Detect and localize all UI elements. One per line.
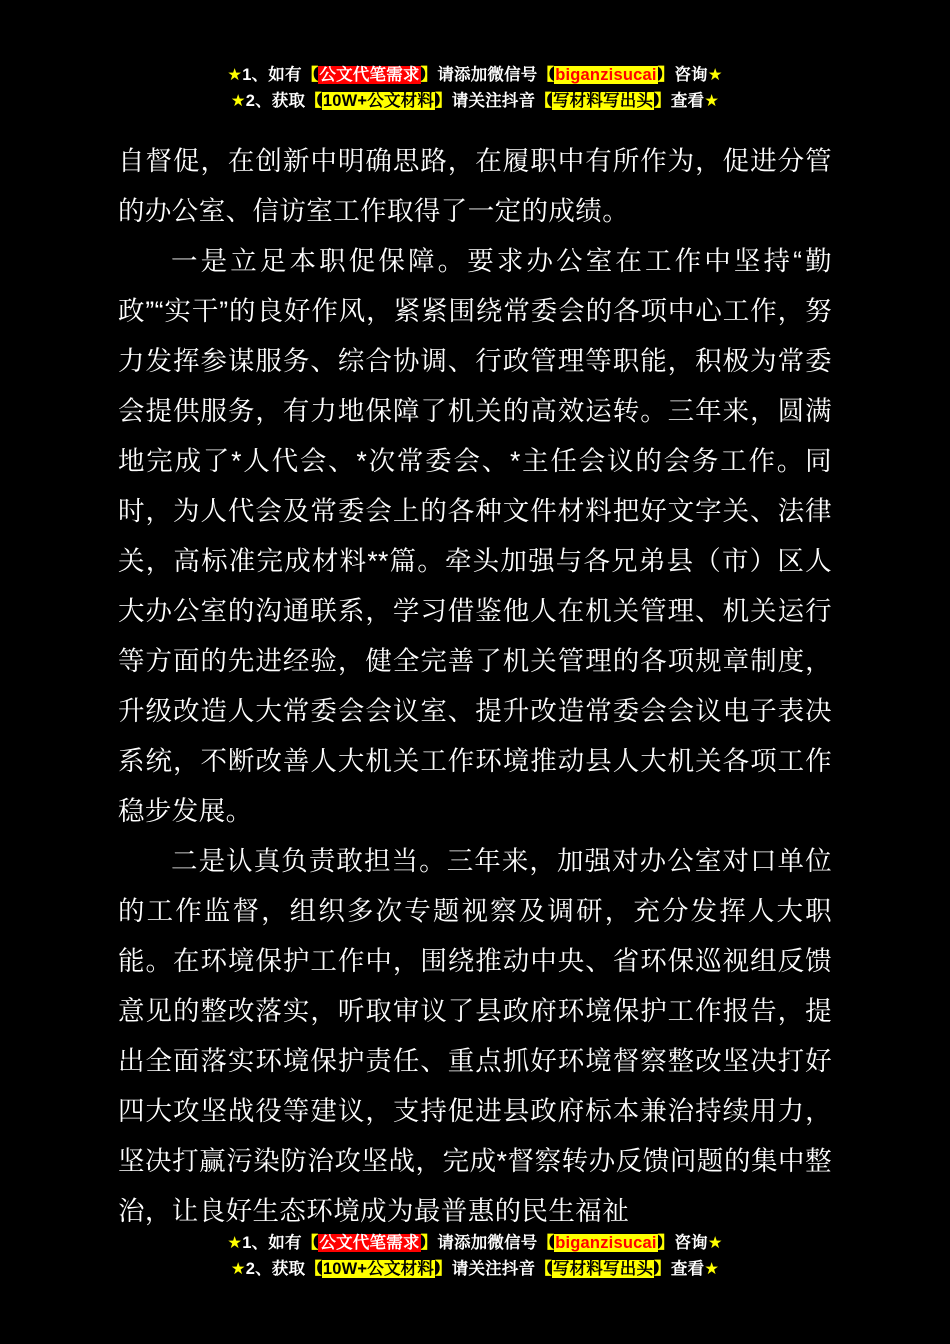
promo-tag-copywriting: 公文代笔需求 [319, 1234, 420, 1252]
paragraph-continuation: 自督促，在创新中明确思路，在履职中有所作为，促进分管的办公室、信访室工作取得了一定的成绩。 [118, 146, 832, 226]
promo-line-1: ★1、如有【公文代笔需求】请添加微信号【biganzisucai】咨询★ [227, 1234, 723, 1252]
paragraph-point-one: 一是立足本职促保障。要求办公室在工作中坚持“勤政”“实干”的良好作风，紧紧围绕常委会的各项中心工作，努力发挥参谋服务、综合协调、行政管理等职能，积极为常委会提供服务，有力地保障了机关的高效运转。三年来，圆满地完成了*人代会、*次常委会、*主任会议的会务工作。同时，为人代会及常委会上的各种文件材料把好文字关、法律关，高标准完成材料**篇。牵头加强与各兄弟县（市）区人大办公室的沟通联系，学习借鉴他人在机关管理、机关运行等方面的先进经验，健全完善了机关管理的各项规章制度，升级改造人大常委会会议室、提升改造常委会会议电子表决系统，不断改善人大机关工作环境推动县人大机关各项工作稳步发展。 [118, 246, 832, 826]
promo-line-2: ★2、获取【10W+公文材料】请关注抖音【写材料写出头】查看★ [230, 1260, 720, 1278]
promo-tag-wechat-id: biganzisucai [555, 66, 657, 84]
star-right-icon: ★ [704, 92, 720, 110]
star-left-icon: ★ [230, 1260, 246, 1278]
star-left-icon: ★ [227, 1234, 243, 1252]
promo-tag-wechat-id: biganzisucai [555, 1234, 657, 1252]
promo-tag-materials: 10W+公文材料 [322, 92, 435, 110]
promo-line-2: ★2、获取【10W+公文材料】请关注抖音【写材料写出头】查看★ [230, 92, 720, 110]
promo-banner-bottom [0, 1230, 950, 1282]
star-right-icon: ★ [707, 1234, 723, 1252]
document-body [118, 136, 832, 1236]
star-left-icon: ★ [230, 92, 246, 110]
promo-line-1: ★1、如有【公文代笔需求】请添加微信号【biganzisucai】咨询★ [227, 66, 723, 84]
paragraph-point-two: 二是认真负责敢担当。三年来，加强对办公室对口单位的工作监督，组织多次专题视察及调研，充分发挥人大职能。在环境保护工作中，围绕推动中央、省环保巡视组反馈意见的整改落实，听取审议了县政府环境保护工作报告，提出全面落实环境保护责任、重点抓好环境督察整改坚决打好四大攻坚战役等建议，支持促进县政府标本兼治持续用力，坚决打赢污染防治攻坚战，完成*督察转办反馈问题的集中整治，让良好生态环境成为最普惠的民生福祉 [118, 846, 832, 1226]
promo-tag-douyin: 写材料写出头 [552, 1260, 654, 1278]
star-right-icon: ★ [707, 66, 723, 84]
star-left-icon: ★ [227, 66, 243, 84]
promo-tag-copywriting: 公文代笔需求 [319, 66, 420, 84]
promo-tag-materials: 10W+公文材料 [322, 1260, 435, 1278]
promo-banner-top [118, 0, 832, 114]
star-right-icon: ★ [704, 1260, 720, 1278]
promo-tag-douyin: 写材料写出头 [552, 92, 654, 110]
